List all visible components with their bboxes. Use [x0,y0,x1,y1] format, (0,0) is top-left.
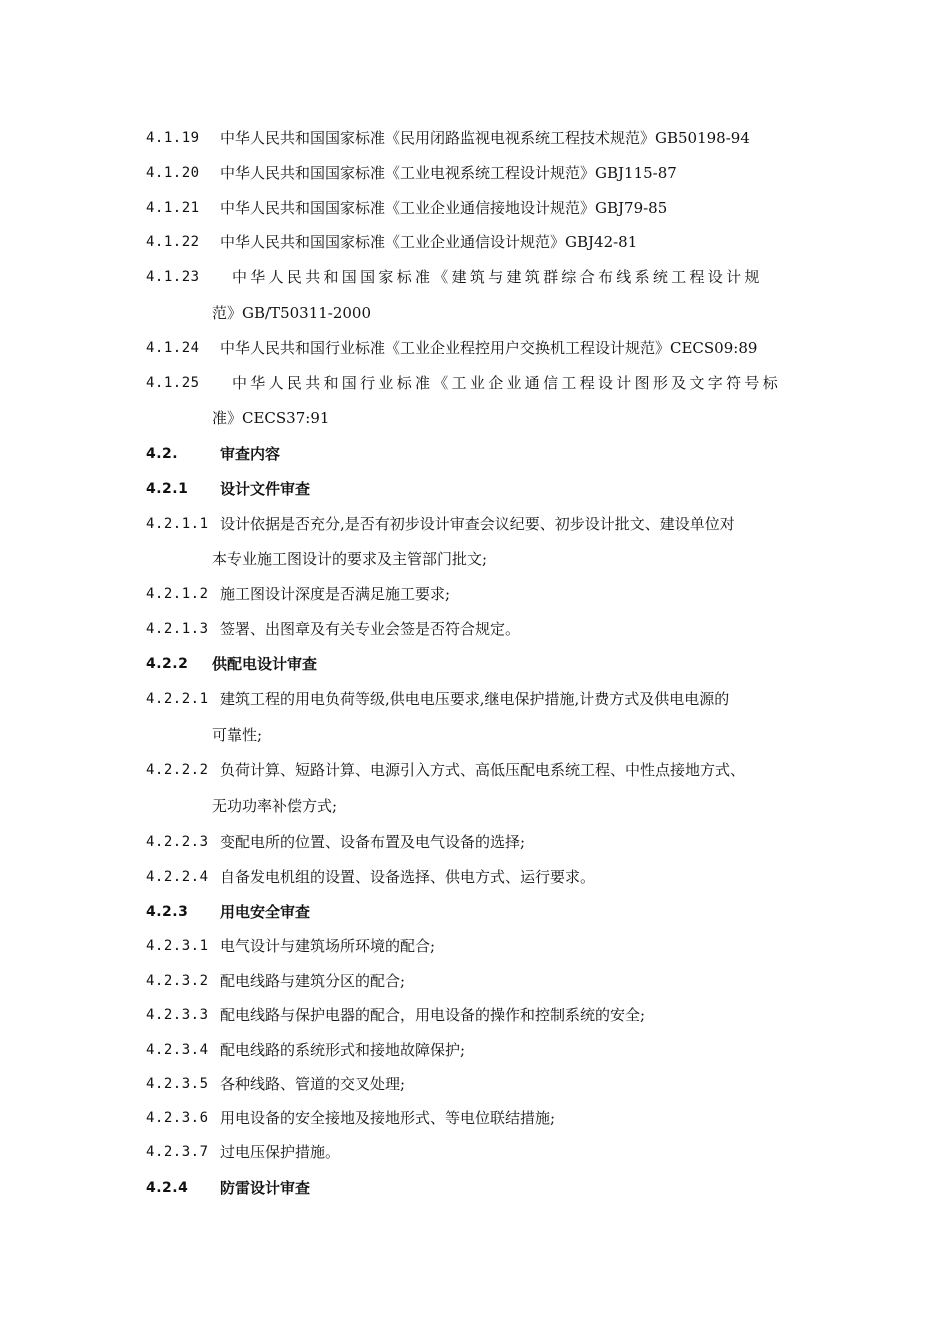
item-number: 4.1.19 [146,130,200,146]
item-text-continued: 准》CECS37:91 [212,409,330,427]
item-number: 4.2.3.5 [146,1076,209,1092]
item-text: 中华人民共和国国家标准《民用闭路监视电视系统工程技术规范》GB50198-94 [220,129,750,147]
item-number: 4.2.2.4 [146,869,209,885]
item-number: 4.2.2.1 [146,691,209,707]
item-text: 配电线路与建筑分区的配合; [220,972,406,990]
item-text-continued: 范》GB/T50311-2000 [212,304,372,322]
item-number: 4.1.22 [146,234,200,250]
item-number: 4.2.1.2 [146,586,209,602]
item-number: 4.1.21 [146,200,200,216]
item-text: 签署、出图章及有关专业会签是否符合规定。 [220,620,521,638]
item-text: 施工图设计深度是否满足施工要求; [220,585,451,603]
item-text: 电气设计与建筑场所环境的配合; [220,937,436,955]
item-text: 设计依据是否充分,是否有初步设计审查会议纪要、初步设计批文、建设单位对 [220,515,735,533]
item-number: 4.2.3.3 [146,1007,209,1023]
item-text: 变配电所的位置、设备布置及电气设备的选择; [220,833,526,851]
section-number: 4.2.2 [146,656,189,672]
item-number: 4.2.2.3 [146,834,209,850]
section-title: 审查内容 [220,445,281,463]
item-number: 4.1.23 [146,269,200,285]
item-text: 中华人民共和国行业标准《工业企业程控用户交换机工程设计规范》CECS09:89 [220,339,758,357]
item-text-continued: 可靠性; [212,726,263,744]
item-text: 中华人民共和国国家标准《工业企业通信接地设计规范》GBJ79-85 [220,199,668,217]
section-title: 设计文件审查 [220,480,311,498]
item-text: 建筑工程的用电负荷等级,供电电压要求,继电保护措施,计费方式及供电电源的 [220,690,730,708]
section-number: 4.2.3 [146,904,189,920]
item-text: 中华人民共和国国家标准《工业企业通信设计规范》GBJ42-81 [220,233,638,251]
item-number: 4.2.3.2 [146,973,209,989]
item-text-continued: 无功功率补偿方式; [212,797,338,815]
item-text: 过电压保护措施。 [220,1143,341,1161]
item-number: 4.2.3.1 [146,938,209,954]
section-title: 供配电设计审查 [212,655,318,673]
item-text: 自备发电机组的设置、设备选择、供电方式、运行要求。 [220,868,596,886]
section-number: 4.2.4 [146,1180,189,1196]
item-text: 配电线路的系统形式和接地故障保护; [220,1041,466,1059]
item-text: 中华人民共和国国家标准《工业电视系统工程设计规范》GBJ115-87 [220,164,677,182]
item-number: 4.2.3.4 [146,1042,209,1058]
item-text: 负荷计算、短路计算、电源引入方式、高低压配电系统工程、中性点接地方式、 [220,761,746,779]
item-text: 配电线路与保护电器的配合，用电设备的操作和控制系统的安全; [220,1006,646,1024]
item-text: 各种线路、管道的交叉处理; [220,1075,406,1093]
item-text-continued: 本专业施工图设计的要求及主管部门批文; [212,550,488,568]
item-number: 4.2.1.1 [146,516,209,532]
item-number: 4.2.1.3 [146,621,209,637]
item-number: 4.2.3.7 [146,1144,209,1160]
item-text: 中华人民共和国国家标准《建筑与建筑群综合布线系统工程设计规 [232,268,763,286]
item-number: 4.1.20 [146,165,200,181]
section-number: 4.2.1 [146,481,189,497]
item-number: 4.1.25 [146,375,200,391]
item-number: 4.2.3.6 [146,1110,209,1126]
item-text: 中华人民共和国行业标准《工业企业通信工程设计图形及文字符号标 [232,374,782,392]
section-title: 用电安全审查 [220,903,311,921]
item-number: 4.2.2.2 [146,762,209,778]
section-number: 4.2. [146,446,179,462]
item-number: 4.1.24 [146,340,200,356]
item-text: 用电设备的安全接地及接地形式、等电位联结措施; [220,1109,556,1127]
section-title: 防雷设计审查 [220,1179,311,1197]
